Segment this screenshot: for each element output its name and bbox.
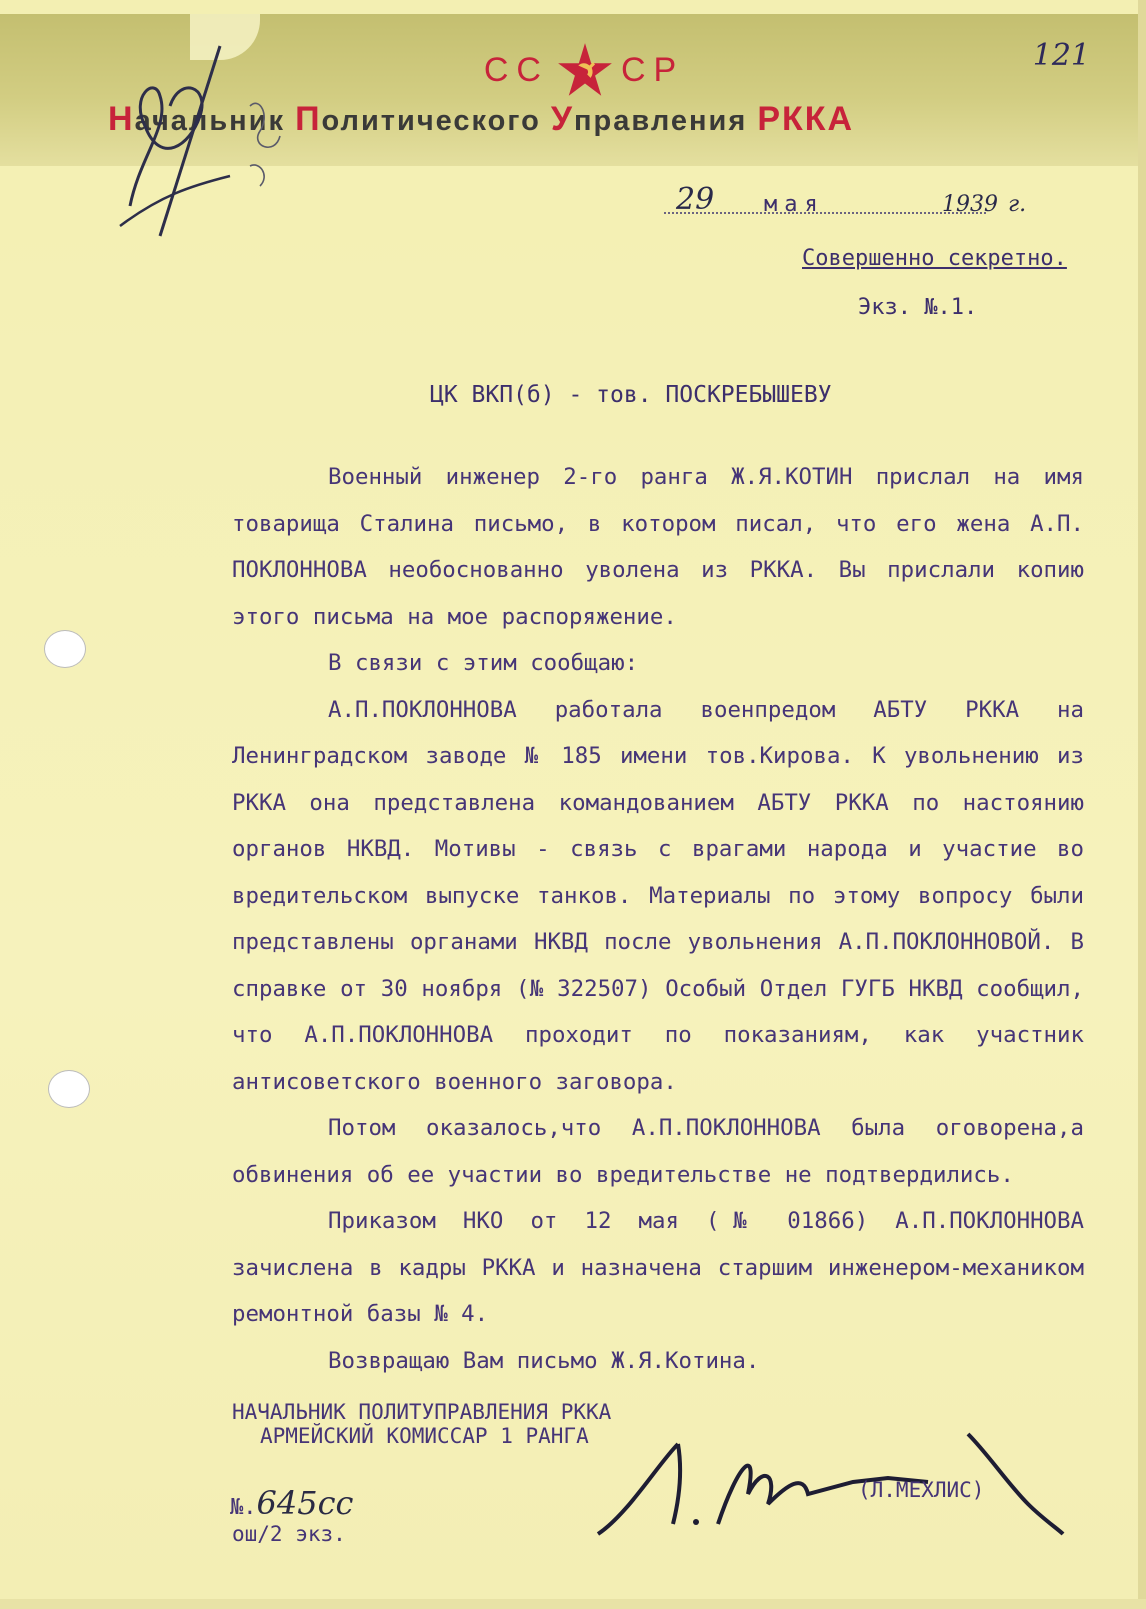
punch-hole (44, 630, 86, 668)
country-left: СС (483, 50, 549, 89)
handwritten-signature (588, 1404, 1088, 1554)
classification-stamp: Совершенно секретно. (802, 246, 1067, 271)
page-edge-right (1138, 0, 1146, 1609)
addressee: ЦК ВКП(б) - тов. ПОСКРЕБЫШЕВУ (430, 382, 832, 408)
handwritten-resolution (100, 36, 320, 256)
date-suffix: г. (1008, 192, 1027, 217)
copies-note: ош/2 экз. (232, 1522, 346, 1546)
date-month: мая (764, 192, 825, 217)
agency-word-3: правления (574, 105, 758, 137)
agency-initial-2: П (295, 100, 322, 138)
outgoing-handwritten-number: 645сс (256, 1484, 354, 1522)
outgoing-prefix: №. (230, 1495, 257, 1520)
date-line (664, 182, 1064, 228)
agency-word-1: ачальник (134, 105, 296, 137)
agency-abbrev: РККА (757, 100, 855, 138)
ussr-emblem (454, 42, 714, 98)
agency-word-2: олитического (321, 105, 551, 137)
date-day: 29 (676, 182, 715, 217)
paragraph: Возвращаю Вам письмо Ж.Я.Котина. (328, 1347, 760, 1374)
country-right: СР (620, 50, 685, 89)
page-edge-bottom (0, 1599, 1146, 1609)
signer-block (232, 1400, 611, 1448)
paragraph: Приказом НКО от 12 мая (№ 01866) А.П.ПОКЛОННОВА зачислена в кадры РККА и назначена старшим инженером-механиком ремонтной базы № 4. (232, 1208, 1084, 1327)
agency-initial-1: Н (108, 100, 135, 138)
outgoing-number (230, 1484, 353, 1522)
letter-body (232, 454, 1084, 1384)
date-year: 1939 (942, 192, 998, 217)
signer-title: НАЧАЛЬНИК ПОЛИТУПРАВЛЕНИЯ РККА (232, 1400, 612, 1424)
paragraph: Военный инженер 2-го ранга Ж.Я.КОТИН прислал на имя товарища Сталина письмо, в котором писал, что его жена А.П. ПОКЛОННОВА необоснованно уволена из РККА. Вы прислали копию этого письма на мое распоряжение. (232, 464, 1084, 630)
signer-rank: АРМЕЙСКИЙ КОМИССАР 1 РАНГА (260, 1424, 589, 1448)
paragraph: В связи с этим сообщаю: (328, 650, 639, 676)
copy-number: Экз. №.1. (858, 295, 978, 320)
paragraph: А.П.ПОКЛОННОВА работала военпредом АБТУ РККА на Ленинградском заводе № 185 имени тов.Кирова. К увольнению из РККА она представлена командованием АБТУ РККА по настоянию органов НКВД. Мотивы - связь с врагами народа и участие во вредительском выпуске танков. Материалы по этому вопросу были представлены органами НКВД после увольнения А.П.ПОКЛОННОВОЙ. В справке от 30 ноября (№ 322507) Особый Отдел ГУГБ НКВД сообщил, что А.П.ПОКЛОННОВА проходит по показаниям, как участник антисоветского военного заговора. (232, 696, 1084, 1095)
agency-initial-3: У (550, 100, 575, 138)
signer-name: (Л.МЕХЛИС) (858, 1478, 985, 1502)
archive-page-number: 121 (1032, 38, 1090, 73)
paragraph: Потом оказалось,что А.П.ПОКЛОННОВА была оговорена,а обвинения об ее участии во вредительстве не подтвердились. (232, 1115, 1084, 1188)
red-star-icon (557, 42, 613, 98)
punch-hole (48, 1070, 90, 1108)
